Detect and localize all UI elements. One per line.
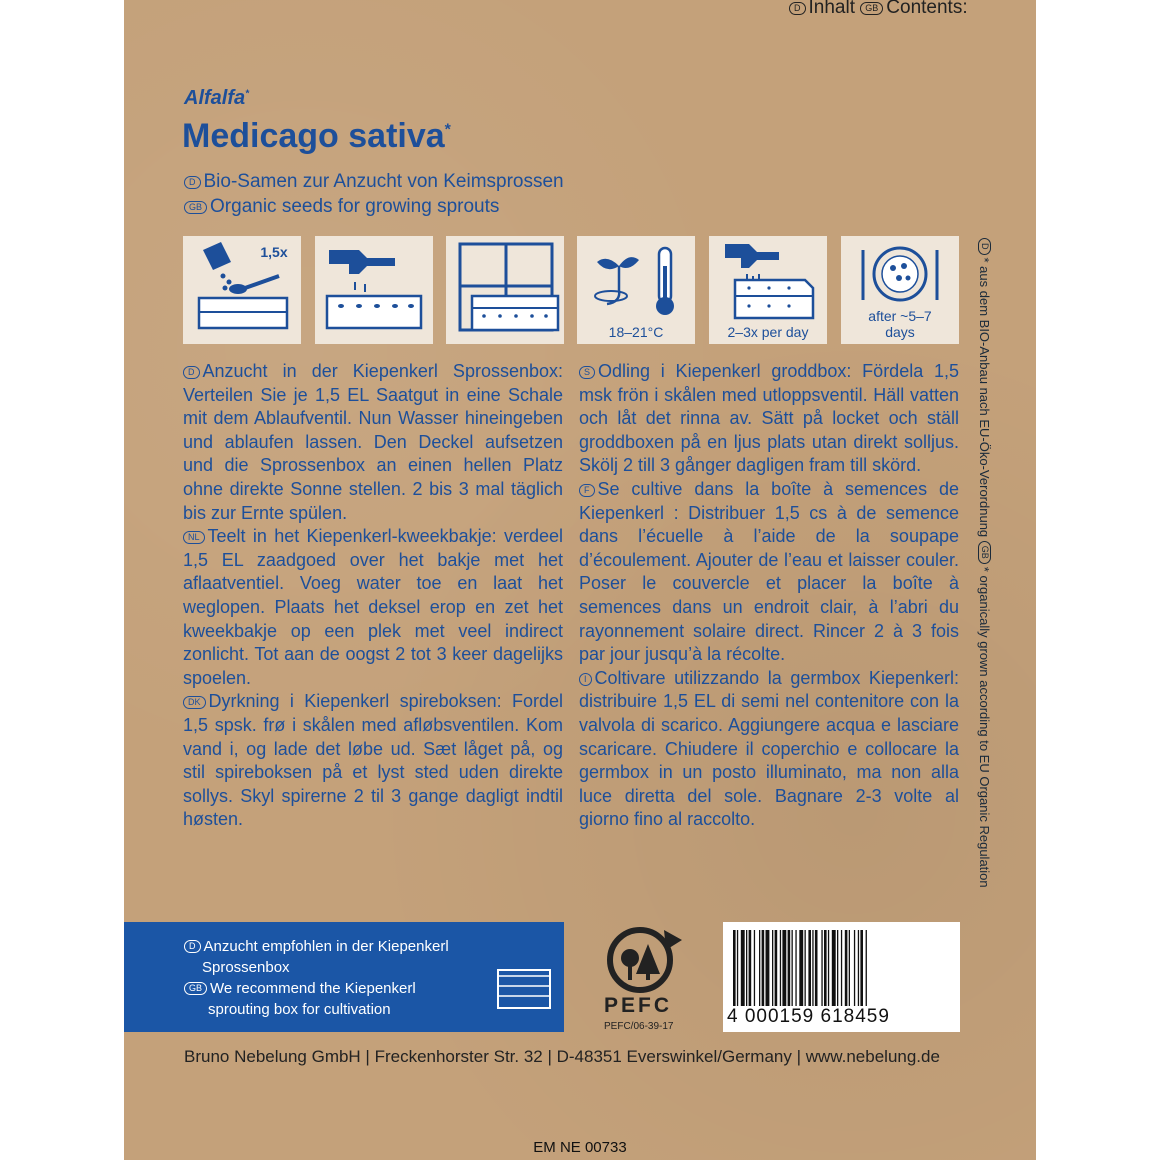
subtitle-de: D Bio-Samen zur Anzucht von Keimsprossen	[184, 171, 564, 193]
instruction-f: F Se cultive dans la boîte à semences de Kiepenkerl : Distribuer 1,5 cs à de semence dans l’écuelle à l’aide de la soupape d’écoulement. Ajouter de l’eau et laisser couler. Poser le couvercle et placer la boîte à semences dans un endroit clair, à l’abri du rayonnement solaire direct. Rincer 2 à 3 fois par jour jusqu’à la récolte.	[579, 478, 959, 665]
barcode-bar	[824, 930, 827, 1006]
seed-measure-caption: 1,5x	[260, 244, 288, 260]
pefc-tree-icon	[600, 922, 690, 994]
bright-place-icon	[446, 236, 564, 344]
barcode-bar	[733, 930, 736, 1006]
company-address: Bruno Nebelung GmbH | Freckenhorster Str. 32 | D-48351 Everswinkel/Germany | www.nebelung.de	[184, 1047, 940, 1066]
barcode-bar	[737, 930, 738, 1006]
instruction-i: I Coltivare utilizzando la germbox Kiepenkerl: distribuire 1,5 EL di semi nel contenitore con la valvola di scarico. Aggiungere acqua e lasciare scaricare. Chiudere il coperchio e collocare la germbox in un posto illuminato, ma non alla luce diretta del sole. Bagnare 2-3 volte al giorno fino al raccolto.	[579, 667, 959, 830]
barcode-bar	[788, 930, 791, 1006]
barcode-bar	[860, 930, 863, 1006]
barcode-bar	[805, 930, 806, 1006]
barcode-bar	[832, 930, 836, 1006]
instruction-s: S Odling i Kiepenkerl groddbox: Fördela 1,5 msk frön i skålen med utloppsventil. Häll vatten och låt det rinna av. Sätt på locket och ställ groddboxen på en ljus plats utan direkt solljus. Skölj 2 till 3 gånger dagligen fram till skörd.	[579, 361, 959, 476]
contents-label: D Inhalt GB Contents:	[789, 0, 968, 19]
instruction-de: D Anzucht in der Kiepenkerl Sprossenbox: Verteilen Sie je 1,5 EL Saatgut in eine Schale mit dem Ablaufventil. Nun Wasser hineingeben und ablaufen lassen. Den Deckel aufsetzen und die Sprossenbox an einen hellen Platz ohne direkte Sonne stellen. 2 bis 3 mal täglich bis zur Ernte spülen.	[183, 361, 563, 523]
pefc-code: PEFC/06-39-17	[604, 1021, 674, 1032]
barcode-bar	[754, 930, 755, 1006]
barcode-bar	[759, 930, 760, 1006]
banner-gb-line1: GB We recommend the Kiepenkerl	[184, 978, 449, 999]
barcode-bar	[746, 930, 747, 1006]
lang-badge-gb: GB	[860, 2, 883, 15]
barcode-bar	[808, 930, 811, 1006]
latin-name: Medicago sativa*	[182, 117, 451, 155]
sprouting-box-banner	[124, 922, 564, 1032]
seed-measure-icon	[183, 236, 301, 344]
barcode-bars	[731, 930, 953, 1008]
article-code: EM NE 00733	[533, 1139, 627, 1156]
rinse-seeds-icon	[315, 236, 433, 344]
instructions-left-column	[183, 360, 563, 832]
barcode-bar	[782, 930, 786, 1006]
barcode-bar	[841, 930, 842, 1006]
rinse-frequency-icon	[709, 236, 827, 344]
barcode-bar	[766, 930, 770, 1006]
instruction-dk: DK Dyrkning i Kiepenkerl spireboksen: Fordel 1,5 spsk. frø i skålen med afløbsventilen. Kom vand i, og lade det løbe ud. Sæt låget på, og stil spireboksen på et lyst sted uden direkte sollys. Skyl spirerne 2 til 3 gange dagligt indtil høsten.	[183, 691, 563, 830]
barcode-bar	[828, 930, 829, 1006]
instruction-nl: NL Teelt in het Kiepenkerl-kweekbakje: verdeel 1,5 EL zaadgoed over het bakje met het aflaatventiel. Voeg water toe en laat het weglopen. Plaats het deksel erop en zet het kweekbakje op een plek met veel indirect zonlicht. Tot aan de oogst 2 tot 3 keer dagelijks spoelen.	[183, 526, 563, 688]
harvest-caption-line2: days	[885, 324, 915, 340]
barcode-bar	[821, 930, 822, 1006]
barcode-bar	[837, 930, 838, 1006]
barcode-bar	[780, 930, 781, 1006]
barcode-bar	[815, 930, 818, 1006]
barcode-bar	[812, 930, 813, 1006]
common-name: Alfalfa*	[184, 87, 250, 109]
barcode-bar	[749, 930, 752, 1006]
barcode-bar	[845, 930, 848, 1006]
pefc-logo	[600, 922, 692, 1032]
organic-side-note: D* aus dem BIO-Anbau nach EU-Öko-Verordnung GB* organically grown according to EU Organic Regulation	[970, 238, 994, 928]
barcode-bar	[741, 930, 745, 1006]
barcode-bar	[858, 930, 859, 1006]
barcode-bar	[854, 930, 855, 1006]
pefc-name: PEFC	[604, 994, 673, 1017]
barcode-bar	[762, 930, 765, 1006]
instructions-right-column	[579, 360, 959, 832]
barcode-bar	[772, 930, 773, 1006]
barcode-bar	[775, 930, 778, 1006]
barcode-bar	[849, 930, 850, 1006]
banner-gb-line2: sprouting box for cultivation	[208, 1001, 391, 1018]
barcode-bar	[799, 930, 803, 1006]
lang-badge-d: D	[789, 2, 806, 15]
barcode-bar	[795, 930, 796, 1006]
barcode-bar	[792, 930, 793, 1006]
subtitle-gb: GB Organic seeds for growing sprouts	[184, 196, 499, 218]
banner-de-line2: Sprossenbox	[202, 959, 290, 976]
temperature-caption: 18–21°C	[608, 324, 664, 340]
barcode	[723, 922, 960, 1032]
temperature-icon	[577, 236, 695, 344]
rinse-frequency-caption: 2–3x per day	[727, 324, 809, 340]
harvest-icon	[841, 236, 959, 344]
barcode-number: 4 000159 618459	[727, 1006, 890, 1027]
harvest-caption-line1: after ~5–7	[868, 308, 932, 324]
barcode-bar	[866, 930, 867, 1006]
sprouting-box-icon	[496, 964, 552, 1010]
banner-de-line1: D Anzucht empfohlen in der Kiepenkerl	[184, 936, 449, 957]
